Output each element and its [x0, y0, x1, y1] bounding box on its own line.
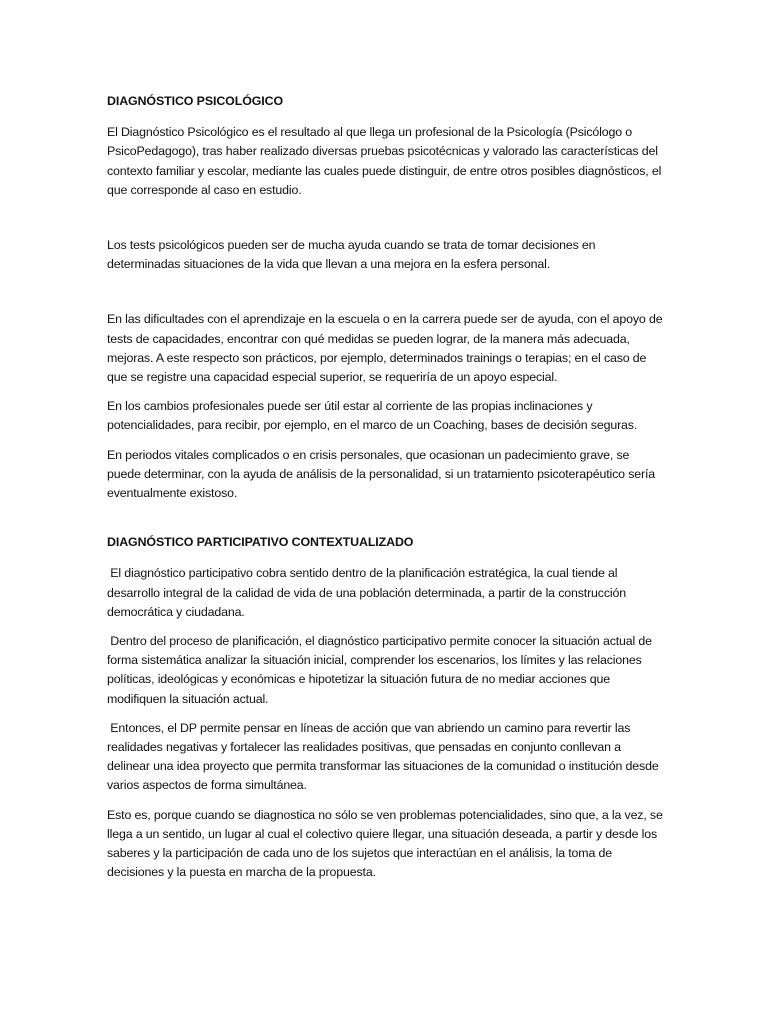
paragraph: En los cambios profesionales puede ser útil estar al corriente de las propias inclinaciones y potencialidades, para recibir, por ejemplo, en el marco de un Coaching, bases de decisión seguras. — [107, 399, 638, 433]
paragraph: El Diagnóstico Psicológico es el resultado al que llega un profesional de la Psicología (Psicólogo o PsicoPedagogo), tras haber realizado diversas pruebas psicotécnicas y valorado las características del contexto familiar y escolar, mediante las cuales puede distinguir, de entre otros posibles diagnósticos, el que corresponde al caso en estudio. — [107, 125, 662, 197]
paragraph: Esto es, porque cuando se diagnostica no sólo se ven problemas potencialidades, sino que, a la vez, se llega a un sentido, un lugar al cual el colectivo quiere llegar, una situación deseada, a partir y desde los saberes y la participación de cada uno de los sujetos que interactúan en el análisis, la toma de decisiones y la puesta en marcha de la propuesta. — [107, 807, 663, 880]
section-title-participatory-diagnosis: DIAGNÓSTICO PARTICIPATIVO CONTEXTUALIZADO — [107, 535, 414, 550]
paragraph: En periodos vitales complicados o en crisis personales, que ocasionan un padecimiento grave, se puede determinar, con la ayuda de análisis de la personalidad, si un tratamiento psicoterapéutico sería eventualmente existoso. — [107, 447, 655, 501]
paragraph: En las dificultades con el aprendizaje en la escuela o en la carrera puede ser de ayuda, con el apoyo de tests de capacidades, encontrar con qué medidas se pueden lograr, de la manera más adecuada, mejoras. A este respecto son prácticos, por ejemplo, determinados trainings o terapias; en el caso de que se registre una capacidad especial superior, se requeriría de un apoyo especial. — [107, 312, 663, 385]
paragraph: Entonces, el DP permite pensar en líneas de acción que van abriendo un camino para revertir las realidades negativas y fortalecer las realidades positivas, que pensadas en conjunto conllevan a delinear una idea proyecto que permita transformar las situaciones de la comunidad o institución desde varios aspectos de forma simultánea. — [107, 720, 662, 793]
paragraph: El diagnóstico participativo cobra sentido dentro de la planificación estratégica, la cual tiende al desarrollo integral de la calidad de vida de una población determinada, a partir de la construcción democrática y ciudadana. — [107, 566, 630, 619]
paragraph: Dentro del proceso de planificación, el diagnóstico participativo permite conocer la situación actual de forma sistemática analizar la situación inicial, comprender los escenarios, los límites y las relaciones políticas, ideológicas y económicas e hipotetizar la situación futura de no mediar acciones que modifiquen la situación actual. — [107, 634, 656, 706]
document-body — [107, 92, 665, 893]
section-title-psychological-diagnosis: DIAGNÓSTICO PSICOLÓGICO — [107, 94, 283, 108]
paragraph: Los tests psicológicos pueden ser de mucha ayuda cuando se trata de tomar decisiones en determinadas situaciones de la vida que llevan a una mejora en la esfera personal. — [107, 238, 596, 272]
